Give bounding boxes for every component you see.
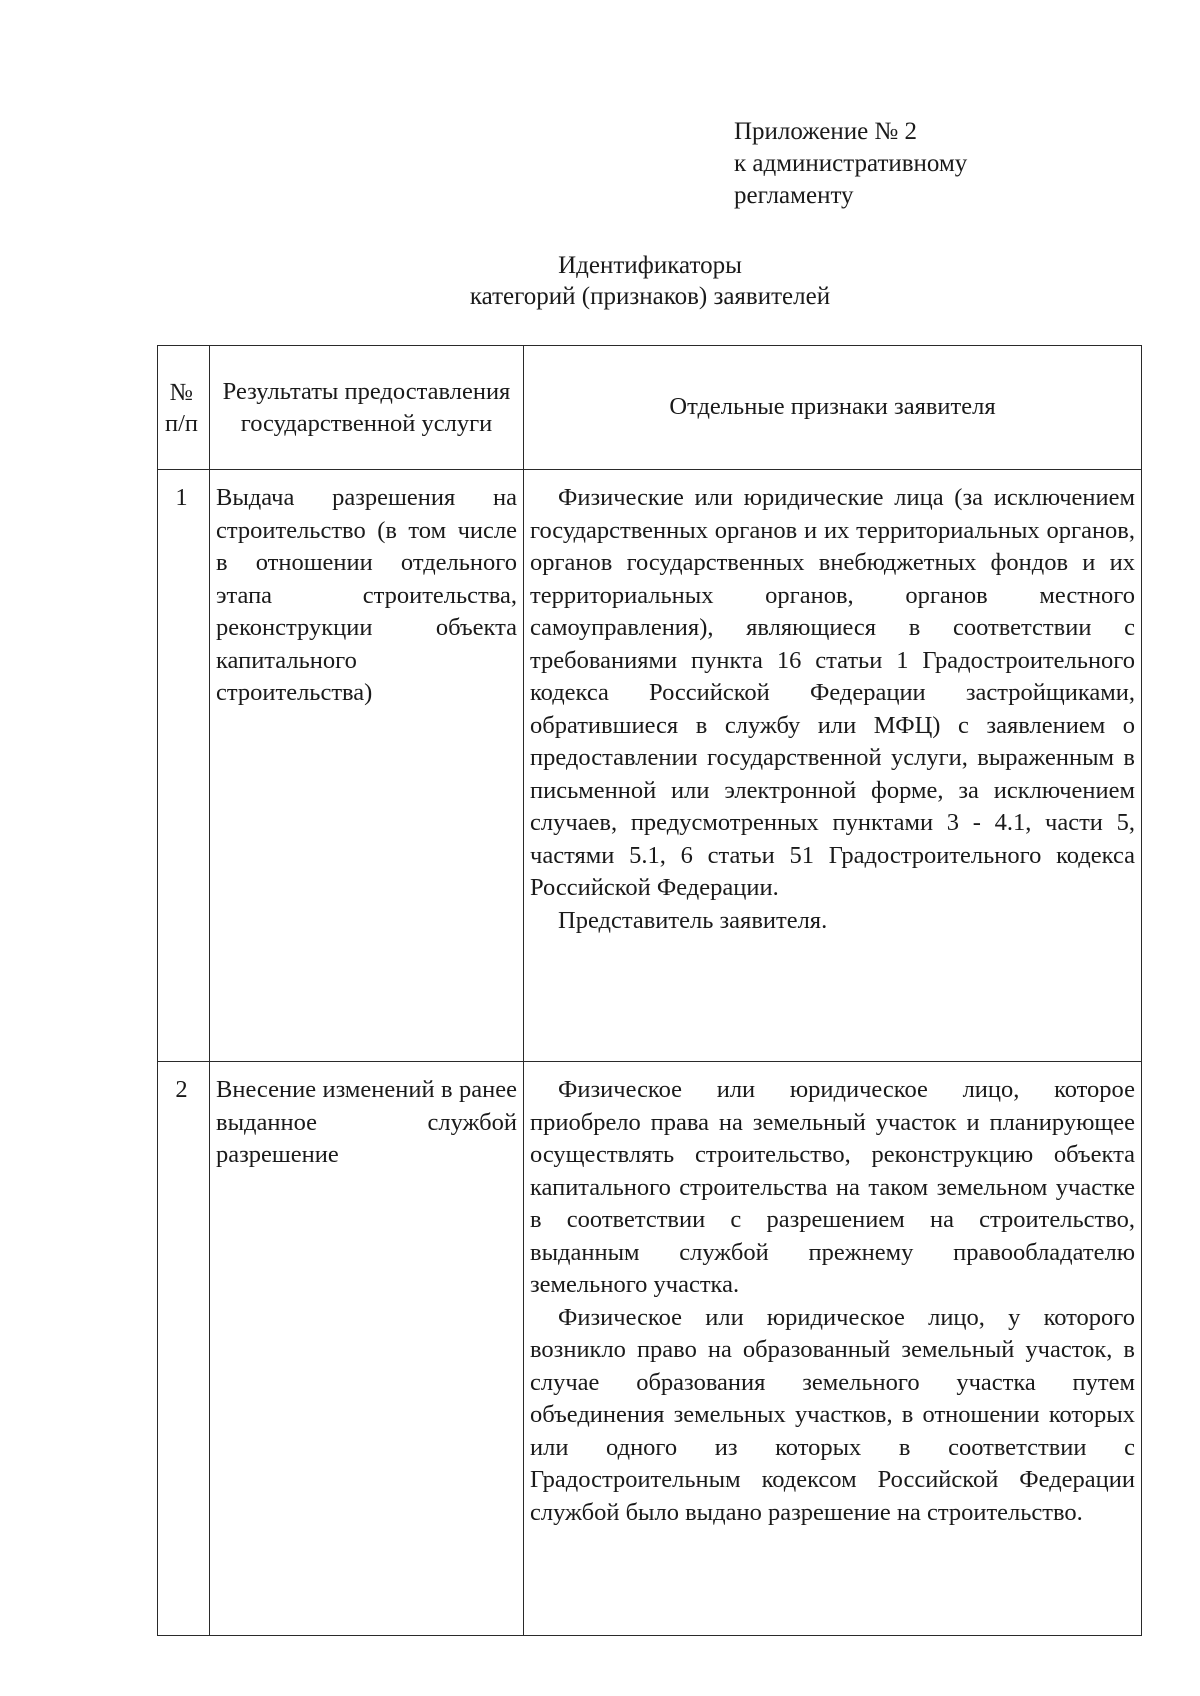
table-row [158, 1062, 1142, 1636]
feature-paragraph: Физическое или юридическое лицо, которое приобрело права на земельный участок и планирующее осуществлять строительство, реконструкцию объекта капитального строительства на таком земельном участке в соответствии с разрешением на строительство, выданным службой прежнему правообладателю земельного участка. [530, 1076, 1135, 1298]
row-result: Выдача разрешения на строительство (в том числе в отношении отдельного этапа строительства, реконструкции объекта капитального строительства) [210, 470, 524, 1062]
document-title [160, 250, 1140, 312]
table-row [158, 470, 1142, 1062]
feature-paragraph: Физическое или юридическое лицо, у которого возникло право на образованный земельный участок, в случае образования земельного участка путем объединения земельных участков, в отношении которых или одного из которых в соответствии с Градостроительным кодексом Российской Федерации службой было выдано разрешение на строительство. [530, 1303, 1135, 1526]
row-number: 1 [158, 470, 210, 1062]
title-line: категорий (признаков) заявителей [469, 283, 831, 310]
feature-paragraph: Представитель заявителя. [558, 906, 828, 934]
table-header-row [158, 346, 1142, 470]
feature-paragraph: Физические или юридические лица (за исключением государственных органов и их территориальных органов, органов государственных внебюджетных фондов и их территориальных органов, органов местного самоуправления), являющиеся в соответствии с требованиями пункта 16 статьи 1 Градостроительного кодекса Российской Федерации застройщиками, обратившиеся в службу или МФЦ) с заявлением о предоставлении государственной услуги, выраженным в письменной или электронной форме, за исключением случаев, предусмотренных пунктами 3 - 4.1, части 5, частями 5.1, 6 статьи 51 Градостроительного кодекса Российской Федерации. [530, 484, 1135, 901]
appendix-line: регламенту [734, 182, 854, 209]
row-result: Внесение изменений в ранее выданное службой разрешение [210, 1062, 524, 1636]
header-features: Отдельные признаки заявителя [524, 346, 1142, 470]
title-line: Идентификаторы [558, 252, 742, 279]
row-features [524, 470, 1142, 1062]
appendix-header [734, 116, 967, 212]
header-result: Результаты предоставления государственной услуги [210, 346, 524, 470]
row-number: 2 [158, 1062, 210, 1636]
row-features [524, 1062, 1142, 1636]
appendix-line: к административному [734, 150, 968, 177]
header-num: № п/п [158, 346, 210, 470]
applicant-categories-table [157, 345, 1142, 1636]
appendix-line: Приложение № 2 [734, 118, 918, 145]
